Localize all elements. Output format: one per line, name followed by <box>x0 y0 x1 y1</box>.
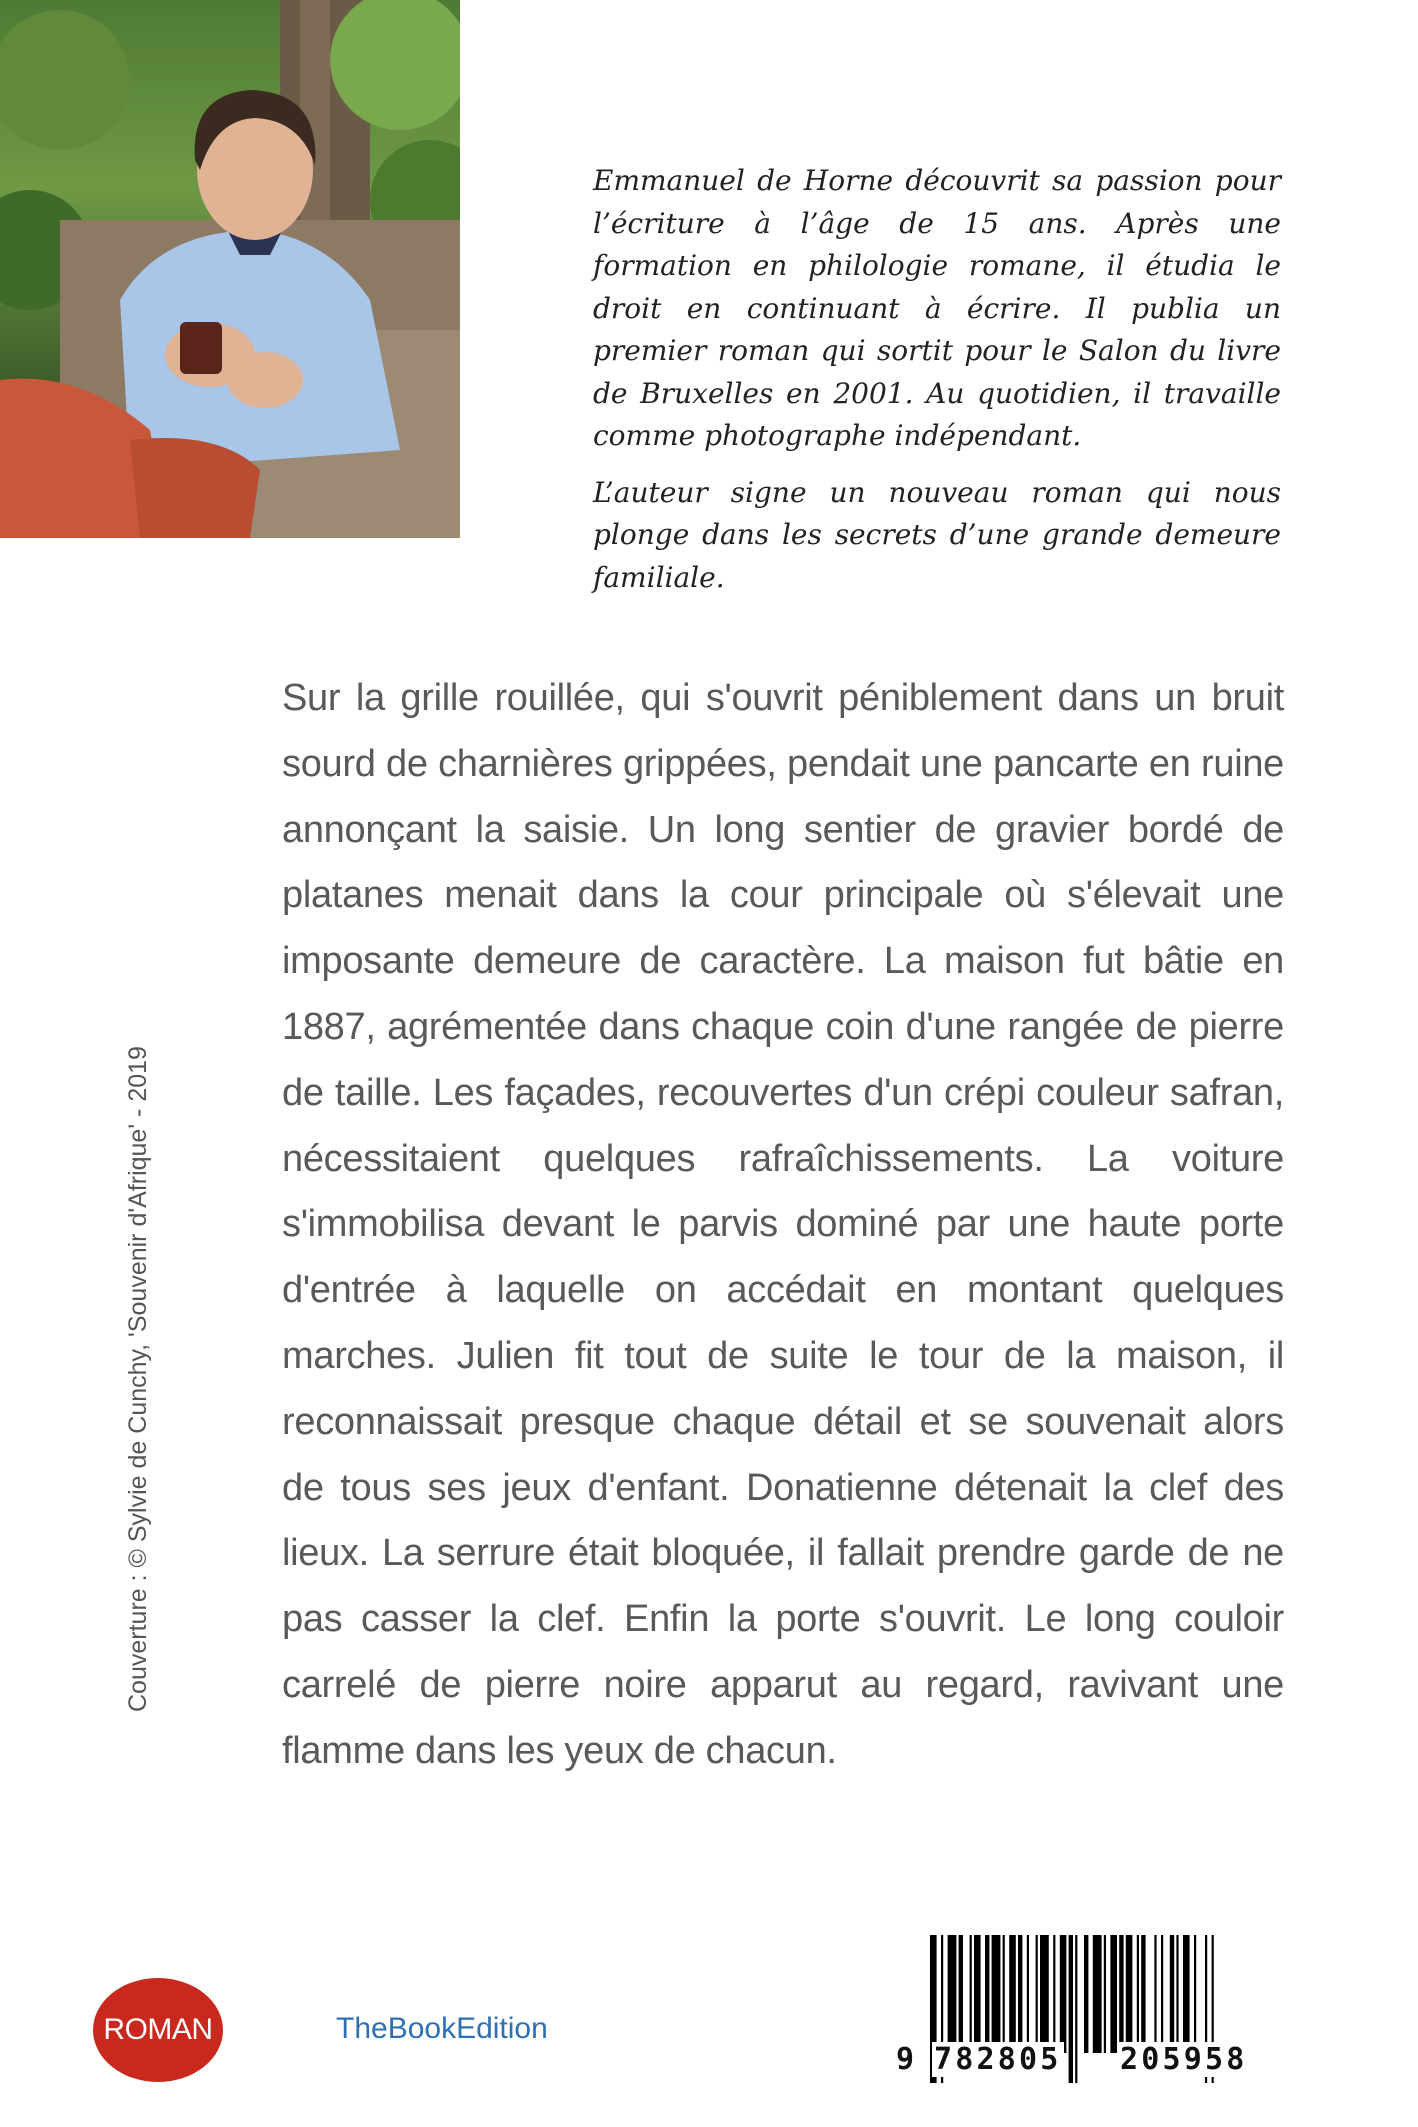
isbn-right-group: 205958 <box>1120 2042 1248 2077</box>
bio-paragraph-2: L’auteur signe un nouveau roman qui nous plonge dans les secrets d’une grande demeure familiale. <box>593 475 1281 594</box>
isbn-digits <box>894 2042 1298 2082</box>
publisher-name: TheBookEdition <box>336 2012 548 2045</box>
author-portrait-icon <box>0 0 460 538</box>
genre-badge: ROMAN <box>93 1978 223 2082</box>
book-excerpt: Sur la grille rouillée, qui s'ouvrit péniblement dans un bruit sourd de charnières grippées, pendait une pancarte en ruine annonçant la saisie. Un long sentier de gravier bordé de platanes menait dans la cour principale où s'élevait une imposante demeure de caractère. La maison fut bâtie en 1887, agrémentée dans chaque coin d'une rangée de pierre de taille. Les façades, recouvertes d'un crépi couleur safran, nécessitaient quelques rafraîchissements. La voiture s'immobilisa devant le parvis dominé par une haute porte d'entrée à laquelle on accédait en montant quelques marches. Julien fit tout de suite le tour de la maison, il reconnaissait presque chaque détail et se souvenait alors de tous ses jeux d'enfant. Donatienne détenait la clef des lieux. La serrure était bloquée, il fallait prendre garde de ne pas casser la clef. Enfin la porte s'ouvrit. Le long couloir carrelé de pierre noire apparut au regard, ravivant une flamme dans les yeux de chacun. <box>282 677 1284 1772</box>
author-photo <box>0 0 460 538</box>
author-bio <box>593 160 1281 613</box>
isbn-first-digit: 9 <box>896 2042 915 2077</box>
cover-credit: Couverture : © Sylvie de Cunchy, 'Souvenir d'Afrique' - 2019 <box>124 1046 152 1712</box>
isbn-left-group: 782805 <box>934 2042 1062 2077</box>
bio-paragraph-1: Emmanuel de Horne découvrit sa passion pour l’écriture à l’âge de 15 ans. Après une formation en philologie romane, il étudia le droit en continuant à écrire. Il publia un premier roman qui sortit pour le Salon du livre de Bruxelles en 2001. Au quotidien, il travaille comme photographe indépendant. <box>593 164 1281 452</box>
